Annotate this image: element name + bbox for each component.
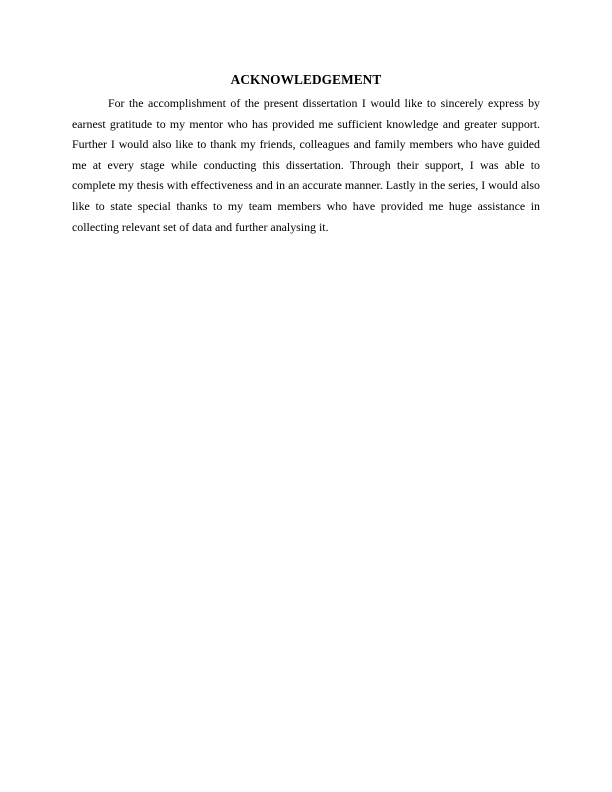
page-content: [72, 72, 540, 237]
acknowledgement-paragraph: For the accomplishment of the present dissertation I would like to sincerely express by earnest gratitude to my mentor who has provided me sufficient knowledge and greater support. Further I would also like to thank my friends, colleagues and family members who have guided me at every stage while conducting this dissertation. Through their support, I was able to complete my thesis with effectiveness and in an accurate manner. Lastly in the series, I would also like to state special thanks to my team members who have provided me huge assistance in collecting relevant set of data and further analysing it.: [72, 96, 540, 234]
page-title: ACKNOWLEDGEMENT: [230, 72, 382, 87]
